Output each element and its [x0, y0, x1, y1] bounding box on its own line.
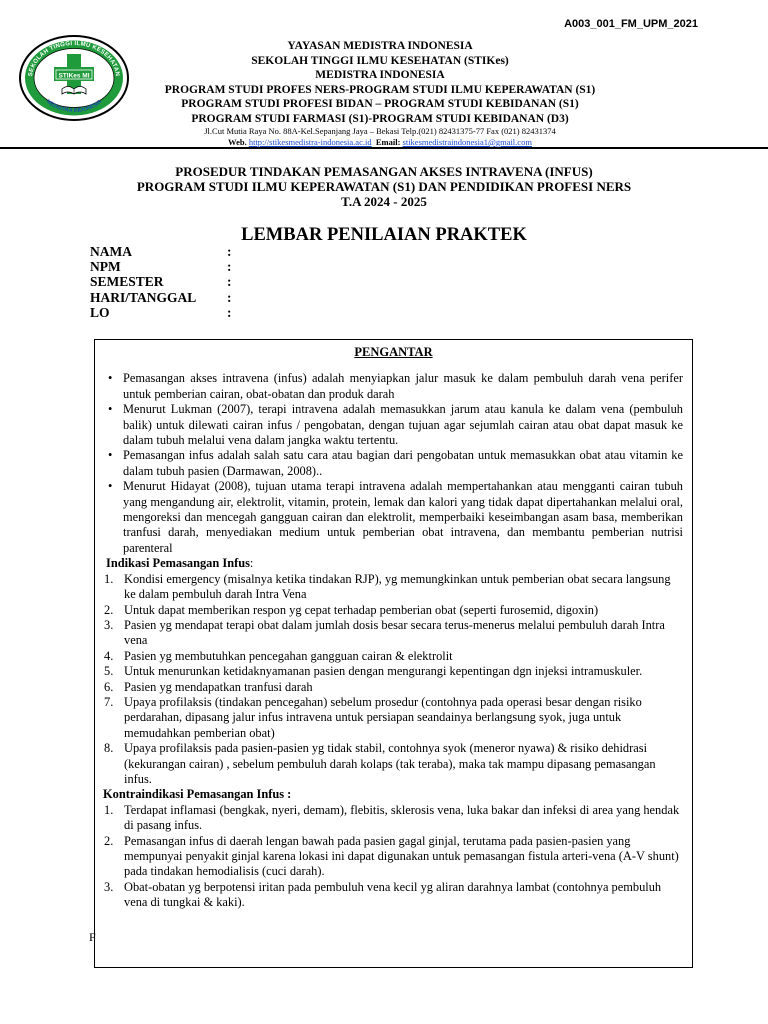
svg-text:SEKOLAH TINGGI ILMU KESEHATAN: SEKOLAH TINGGI ILMU KESEHATAN [27, 40, 121, 77]
intro-bullet [104, 371, 683, 402]
field-colon: : [227, 259, 232, 275]
title-line-2: PROGRAM STUDI ILMU KEPERAWATAN (S1) DAN PENDIDIKAN PROFESI NERS [136, 179, 632, 194]
svg-text:STIKes MI: STIKes MI [58, 72, 90, 80]
intro-bullets [104, 371, 683, 556]
contraindication-item [104, 803, 683, 834]
item-number: 1. [104, 571, 114, 586]
field-row [90, 244, 232, 259]
item-text: Untuk menurunkan ketidaknyamanan pasien dengan mengurangi kepentingan dgn injeksi intramuskuler. [124, 664, 643, 679]
indications-heading: Indikasi Pemasangan Infus: [106, 556, 254, 571]
field-row [90, 290, 232, 305]
svg-text:MEDISTRA INDONESIA: MEDISTRA INDONESIA [44, 98, 104, 115]
item-text: Pasien yg mendapatkan tranfusi darah [124, 679, 313, 694]
field-row [90, 274, 232, 289]
field-label: NPM [90, 259, 121, 275]
bullet-text: Pemasangan akses intravena (infus) adalah menyiapkan jalur masuk ke dalam pembuluh darah vena perifer untuk pemberian cairan, obat-obatan dan produk darah [123, 371, 683, 401]
item-number: 7. [104, 694, 114, 709]
bullet-text: Pemasangan infus adalah salah satu cara atau bagian dari pengobatan untuk memasukkan obat atau vitamin ke dalam tubuh pasien (Darmawan, 2008).. [123, 448, 683, 478]
stray-character: F [89, 930, 96, 944]
field-colon: : [227, 244, 232, 259]
item-number: 8. [104, 741, 114, 756]
item-number: 4. [104, 648, 114, 663]
indication-item [104, 572, 683, 603]
web-label: Web. [228, 137, 247, 147]
item-text: Pasien yg mendapat terapi obat dalam jumlah dosis besar secara terus-menerus melalui pembuluh darah Intra vena [124, 617, 665, 648]
indication-item [104, 695, 683, 741]
bullet-icon: • [108, 402, 113, 417]
contraindication-item [104, 880, 683, 911]
field-colon: : [227, 289, 232, 305]
item-text: Pasien yg membutuhkan pencegahan gangguan cairan & elektrolit [124, 648, 453, 663]
bullet-text: Menurut Hidayat (2008), tujuan utama terapi intravena adalah mempertahankan atau mengganti cairan tubuh yang mengandung air, elektrolit, vitamin, protein, lemak dan kalori yang tidak dapat dipertahankan melalui oral, mengoreksi dan mencegah gangguan cairan dan elektrolit, memperbaiki keseimbangan asam basa, memberikan tranfusi darah, menyediakan medium untuk pemberian obat intravena, dan membantu pemberian nutrisi parenteral [123, 479, 683, 555]
header-divider [0, 147, 768, 149]
email-link[interactable]: stikesmedistraindonesia1@gmail.com [402, 137, 532, 147]
item-number: 3. [104, 879, 114, 894]
intro-bullet [104, 448, 683, 479]
field-label: SEMESTER [90, 274, 164, 290]
field-row [90, 305, 232, 320]
item-number: 5. [104, 664, 114, 679]
bullet-icon: • [108, 448, 113, 463]
indication-item [104, 664, 683, 679]
bullet-icon: • [108, 371, 113, 386]
item-text: Upaya profilaksis (tindakan pencegahan) sebelum prosedur (contohnya pada operasi besar dengan risiko perdarahan, dipasang jalur infus intravena untuk persiapan seandainya berlangsung syok, juga untuk memudahkan pemberian obat) [124, 694, 642, 740]
field-colon: : [227, 304, 232, 320]
intro-bullet [104, 479, 683, 556]
item-text: Untuk dapat memberikan respon yg cepat terhadap pemberian obat (seperti furosemid, digoxin) [124, 602, 599, 617]
program-line-1: PROGRAM STUDI PROFES NERS-PROGRAM STUDI ILMU KEPERAWATAN (S1) [164, 83, 596, 96]
bullet-text: Menurut Lukman (2007), terapi intravena adalah memasukkan jarum atau kanula ke dalam vena (pembuluh balik) untuk dilewati cairan infus / pengobatan, dengan tujuan agar sejumlah cairan atau obat dapat masuk ke dalam tubuh melalui vena dalam jangka waktu tertentu. [123, 402, 683, 448]
item-text: Obat-obatan yg berpotensi iritan pada pembuluh vena kecil yg aliran darahnya lambat (contohnya pembuluh vena di tungkai & kaki). [124, 879, 662, 910]
contra-heading: Kontraindikasi Pemasangan Infus : [103, 787, 292, 802]
institution-logo [18, 34, 130, 122]
indication-item [104, 649, 683, 664]
college-name-2: MEDISTRA INDONESIA [315, 69, 445, 81]
indications-list [104, 572, 683, 788]
item-number: 3. [104, 617, 114, 632]
title-line-3: T.A 2024 - 2025 [341, 194, 427, 209]
field-label: LO [90, 304, 110, 320]
item-text: Upaya profilaksis pada pasien-pasien yg tidak stabil, contohnya syok (meneror nyawa) & risiko dehidrasi (kekurangan cairan) , sebelum pembuluh darah kolaps (tak teraba), maka tak mampu dipasang pemasangan infus. [124, 741, 656, 786]
item-number: 1. [104, 802, 114, 817]
address: Jl.Cut Mutia Raya No. 88A-Kel.Sepanjang Jaya – Bekasi Telp.(021) 82431375-77 Fax (021) 82431374 [204, 126, 556, 136]
field-label: NAMA [90, 244, 132, 259]
item-text: Pemasangan infus di daerah lengan bawah pada pasien gagal ginjal, terutama pada pasien-pasien yang mempunyai penyakit ginjal karena lokasi ini dapat digunakan untuk pemasangan fistula arteri-vena (A-V shunt) pada tindakan hemodialisis (cuci darah). [124, 833, 679, 879]
foundation-name: YAYASAN MEDISTRA INDONESIA [287, 40, 473, 52]
contraindication-item [104, 834, 683, 880]
indication-item [104, 741, 683, 787]
indication-item [104, 680, 683, 695]
email-label: Email: [375, 137, 401, 147]
indication-item [104, 603, 683, 618]
sheet-title: LEMBAR PENILAIAN PRAKTEK [241, 225, 527, 245]
college-name: SEKOLAH TINGGI ILMU KESEHATAN (STIKes) [251, 54, 509, 67]
program-line-2: PROGRAM STUDI PROFESI BIDAN – PROGRAM STUDI KEBIDANAN (S1) [181, 98, 579, 110]
item-text: Terdapat inflamasi (bengkak, nyeri, demam), flebitis, sklerosis vena, luka bakar dan infeksi di area yang hendak di pasang infus. [124, 802, 680, 833]
field-label: HARI/TANGGAL [90, 289, 197, 305]
web-link[interactable]: http://stikesmedistra-indonesia.ac.id [248, 137, 372, 147]
contraindications-list [104, 803, 683, 911]
letterhead [130, 39, 630, 148]
document-number: A003_001_FM_UPM_2021 [564, 18, 698, 30]
item-number: 2. [104, 602, 114, 617]
procedure-title [0, 164, 768, 209]
field-row [90, 259, 232, 274]
intro-bullet [104, 402, 683, 448]
intro-heading: PENGANTAR [354, 345, 433, 359]
item-text: Kondisi emergency (misalnya ketika tindakan RJP), yg memungkinkan untuk pemberian obat secara langsung ke dalam pembuluh darah Intra Vena [124, 571, 671, 602]
bullet-icon: • [108, 479, 113, 494]
program-line-3: PROGRAM STUDI FARMASI (S1)-PROGRAM STUDI KEBIDANAN (D3) [191, 112, 569, 125]
title-line-1: PROSEDUR TINDAKAN PEMASANGAN AKSES INTRAVENA (INFUS) [175, 164, 593, 179]
identity-fields [90, 244, 232, 320]
indication-item [104, 618, 683, 649]
item-number: 2. [104, 833, 114, 848]
field-colon: : [227, 274, 232, 290]
intro-box [94, 339, 693, 968]
item-number: 6. [104, 679, 114, 694]
